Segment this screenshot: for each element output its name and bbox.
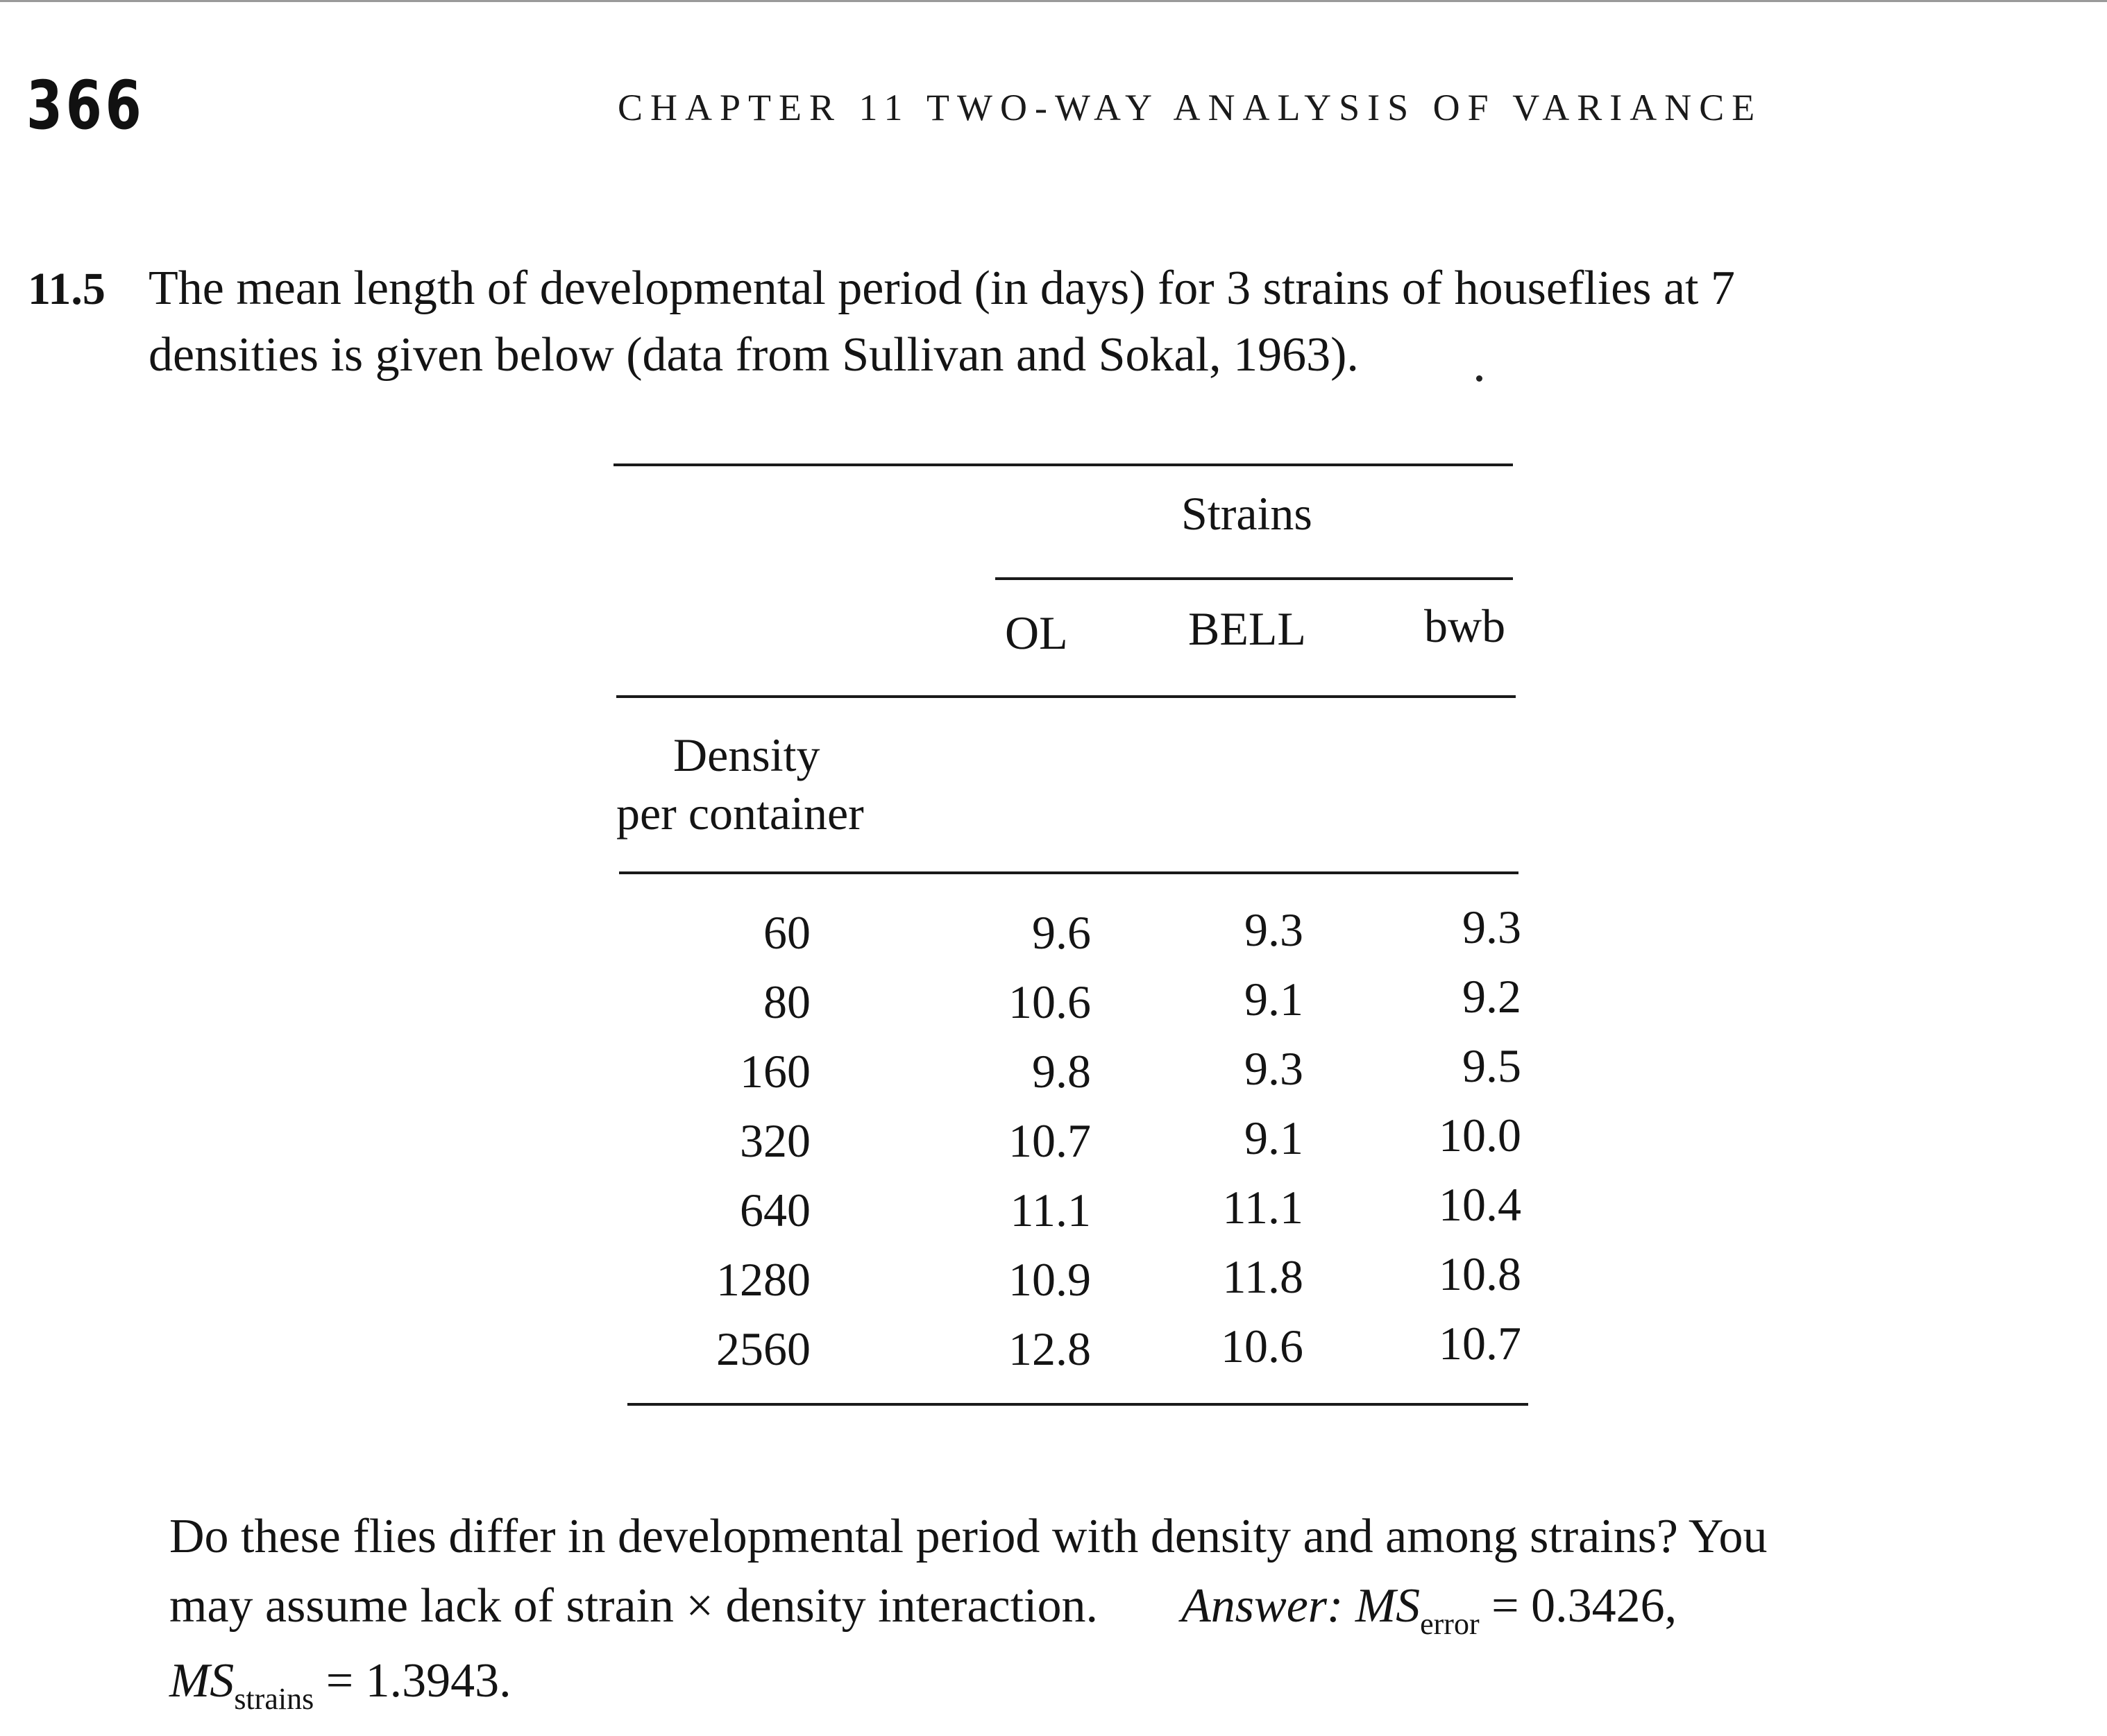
row-header-per-container: per container	[616, 787, 864, 840]
density-cell: 60	[763, 906, 811, 959]
value-cell-ol: 10.7	[1008, 1114, 1091, 1167]
answer-label: Answer:	[1181, 1579, 1344, 1633]
ms-strains-subscript: strains	[234, 1682, 314, 1716]
value-cell-bwb: 9.5	[1462, 1039, 1521, 1092]
value-cell-bwb: 9.3	[1462, 901, 1521, 953]
value-cell-bell: 9.3	[1244, 1042, 1303, 1095]
value-cell-bell: 9.3	[1244, 903, 1303, 956]
value-cell-bell: 9.1	[1244, 1112, 1303, 1164]
value-cell-bwb: 10.4	[1439, 1178, 1521, 1231]
value-cell-bwb: 9.2	[1462, 970, 1521, 1023]
density-cell: 160	[740, 1045, 811, 1098]
value-cell-bell: 11.1	[1222, 1181, 1303, 1234]
value-cell-ol: 9.8	[1032, 1045, 1091, 1098]
ms-error-subscript: error	[1420, 1607, 1480, 1641]
value-cell-ol: 11.1	[1010, 1184, 1091, 1236]
problem-statement	[149, 255, 1981, 389]
question-line-3	[169, 1646, 2002, 1721]
value-cell-bwb: 10.8	[1439, 1248, 1521, 1300]
row-header-density: Density	[673, 729, 820, 781]
table-bottom-rule	[627, 1403, 1528, 1406]
column-header-bell: BELL	[1188, 602, 1306, 655]
value-cell-ol: 10.9	[1008, 1253, 1091, 1306]
value-cell-bwb: 10.0	[1439, 1109, 1521, 1161]
value-cell-ol: 9.6	[1032, 906, 1091, 959]
ms-strains-value: = 1.3943.	[325, 1654, 511, 1708]
stray-ink-mark	[1476, 375, 1482, 382]
question-paragraph	[169, 1502, 2002, 1721]
table-top-rule	[614, 463, 1513, 466]
density-cell: 320	[740, 1114, 811, 1167]
question-line-2-text: may assume lack of strain × density interaction.	[169, 1579, 1098, 1633]
top-edge-rule	[0, 0, 2107, 2]
value-cell-bwb: 10.7	[1439, 1317, 1521, 1370]
ms-error-symbol: MS	[1355, 1579, 1421, 1633]
table-spanner-strains: Strains	[1181, 487, 1312, 540]
table-body-rule	[619, 871, 1518, 874]
problem-statement-line-2: densities is given below (data from Sullivan and Sokal, 1963).	[149, 328, 1359, 382]
value-cell-bell: 9.1	[1244, 973, 1303, 1026]
value-cell-ol: 12.8	[1008, 1322, 1091, 1375]
ms-strains-symbol: MS	[169, 1654, 235, 1708]
question-line-2	[169, 1572, 2002, 1646]
ms-error-value: = 0.3426,	[1491, 1579, 1677, 1633]
value-cell-bell: 11.8	[1222, 1250, 1303, 1303]
density-cell: 1280	[716, 1253, 811, 1306]
table-header-rule	[616, 695, 1516, 698]
page-number: 366	[26, 67, 145, 144]
density-cell: 640	[740, 1184, 811, 1236]
question-line-1: Do these flies differ in developmental period with density and among strains? You	[169, 1510, 1768, 1563]
value-cell-ol: 10.6	[1008, 976, 1091, 1028]
density-cell: 80	[763, 976, 811, 1028]
density-cell: 2560	[716, 1322, 811, 1375]
problem-number: 11.5	[28, 264, 105, 314]
running-head: CHAPTER 11 TWO-WAY ANALYSIS OF VARIANCE	[618, 87, 1763, 128]
value-cell-bell: 10.6	[1221, 1320, 1303, 1372]
table-spanner-rule	[995, 577, 1513, 580]
problem-statement-line-1: The mean length of developmental period (in days) for 3 strains of houseflies at 7	[149, 262, 1736, 315]
column-header-ol: OL	[1005, 606, 1068, 659]
column-header-bwb: bwb	[1424, 599, 1506, 652]
